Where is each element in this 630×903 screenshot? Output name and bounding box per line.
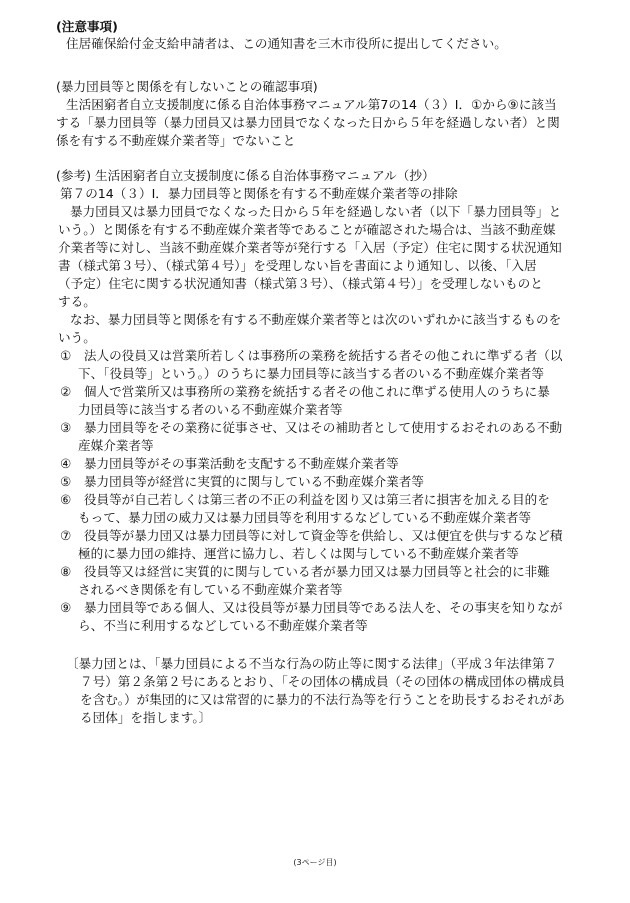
list-item-3-line-1: ③ 暴力団員等をその業務に従事させ、又はその補助者として使用するおそれのある不動 <box>60 420 563 435</box>
list-item-7-line-2: 極的に暴力団の維持、運営に協力し、若しくは関与している不動産媒介業者等 <box>78 546 519 561</box>
list-item-3-line-2: 産媒介業者等 <box>78 438 154 453</box>
reference-paragraph-line: する。 <box>58 294 96 309</box>
list-item-8-line-2: されるべき関係を有している不動産媒介業者等 <box>78 582 343 597</box>
reference-heading: (参考) 生活困窮者自立支援制度に係る自治体事務マニュアル（抄） <box>56 168 435 183</box>
reference-paragraph-line: （予定）住宅に関する状況通知書（様式第３号）、（様式第４号）」を受理しないものと <box>58 276 543 291</box>
list-item-5: ⑤ 暴力団員等が経営に実質的に関与している不動産媒介業者等 <box>60 474 424 489</box>
reference-paragraph-line: 書（様式第３号）、（様式第４号）」を受理しない旨を書面により通知し、以後、「入居 <box>58 258 537 273</box>
list-item-6-line-2: もって、暴力団の威力又は暴力団員等を利用するなどしている不動産媒介業者等 <box>78 510 532 525</box>
definition-line: ７号）第２条第２号にあるとおり、「その団体の構成員（その団体の構成団体の構成員 <box>80 674 565 689</box>
reference-paragraph-line: 暴力団員又は暴力団員でなくなった日から５年を経過しない者（以下「暴力団員等」と <box>70 204 562 219</box>
reference-paragraph-line: いう。 <box>58 330 96 345</box>
reference-paragraph-line: いう。）と関係を有する不動産媒介業者等であることが確認された場合は、当該不動産媒 <box>58 222 556 237</box>
list-item-6-line-1: ⑥ 役員等が自己若しくは第三者の不正の利益を図り又は第三者に損害を加える目的を <box>60 492 550 507</box>
list-item-2-line-1: ② 個人で営業所又は事務所の業務を統括する者その他これに準ずる使用人のうちに暴 <box>60 384 550 399</box>
reference-section-title: 第７の14（３）Ⅰ．暴力団員等と関係を有する不動産媒介業者等の排除 <box>60 186 458 201</box>
list-item-9-line-2: ら、不当に利用するなどしている不動産媒介業者等 <box>78 618 368 633</box>
definition-line: 〔暴力団とは、「暴力団員による不当な行為の防止等に関する法律」（平成３年法律第７ <box>66 656 558 671</box>
list-item-1-line-1: ① 法人の役員又は営業所若しくは事務所の業務を統括する者その他これに準ずる者（以 <box>60 348 563 363</box>
confirmation-line: する「暴力団員等（暴力団員又は暴力団員でなくなった日から５年を経過しない者）と関 <box>56 115 560 130</box>
definition-line: を含む。）が集団的に又は常習的に暴力的不法行為等を行うことを助長するおそれがあ <box>80 692 565 707</box>
confirmation-line: 係を有する不動産媒介業者等」でないこと <box>56 133 296 148</box>
list-item-9-line-1: ⑨ 暴力団員等である個人、又は役員等が暴力団員等である法人を、その事実を知りなが <box>60 600 563 615</box>
list-item-7-line-1: ⑦ 役員等が暴力団又は暴力団員等に対して資金等を供給し、又は便宜を供与するなど積 <box>60 528 563 543</box>
notice-body: 住居確保給付金支給申請者は、この通知書を三木市役所に提出してください。 <box>66 36 507 51</box>
confirmation-heading: (暴力団員等と関係を有しないことの確認事項) <box>56 79 318 94</box>
list-item-2-line-2: 力団員等に該当する者のいる不動産媒介業者等 <box>78 402 343 417</box>
list-item-1-line-2: 下、「役員等」という。）のうちに暴力団員等に該当する者のいる不動産媒介業者等 <box>78 366 544 381</box>
confirmation-line: 生活困窮者自立支援制度に係る自治体事務マニュアル第7の14（３）Ⅰ．①から⑨に該当 <box>66 97 557 112</box>
definition-line: る団体」を指します。〕 <box>80 710 212 725</box>
notice-heading: (注意事項) <box>56 19 118 34</box>
page-number: (3ページ目) <box>293 858 337 867</box>
reference-paragraph-line: 介業者等に対し、当該不動産媒介業者等が発行する「入居（予定）住宅に関する状況通知 <box>58 240 562 255</box>
reference-paragraph-line: なお、暴力団員等と関係を有する不動産媒介業者等とは次のいずれかに該当するものを <box>70 312 562 327</box>
list-item-8-line-1: ⑧ 役員等又は経営に実質的に関与している者が暴力団又は暴力団員等と社会的に非難 <box>60 564 550 579</box>
list-item-4: ④ 暴力団員等がその事業活動を支配する不動産媒介業者等 <box>60 456 399 471</box>
